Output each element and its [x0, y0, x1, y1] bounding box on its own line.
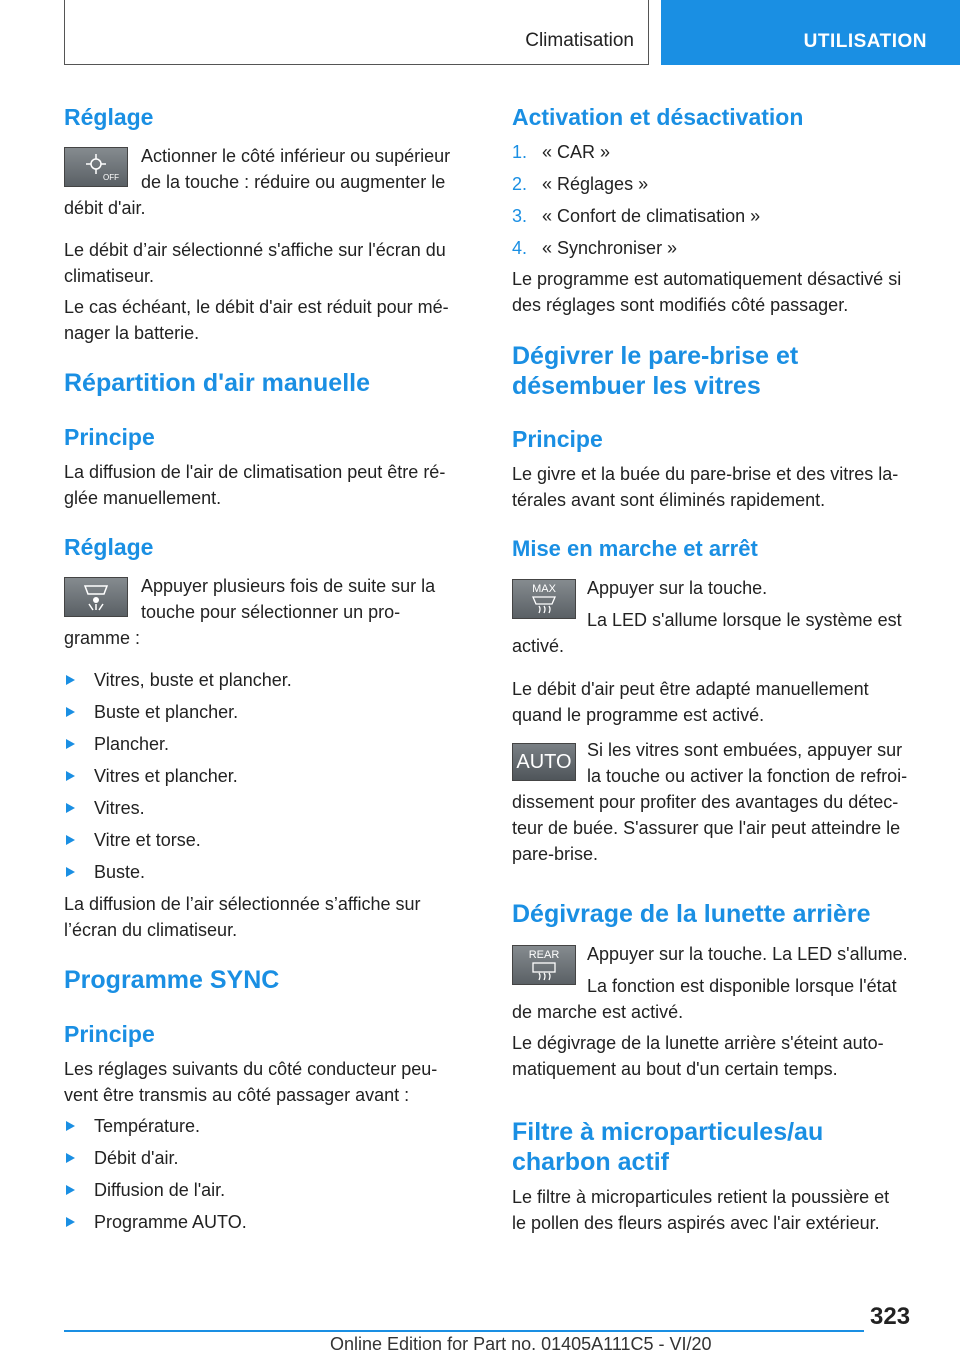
- auto-c: dissement pour profiter des avantages du détec‐: [512, 792, 899, 812]
- max-c: activé.: [512, 636, 565, 656]
- list-item: Buste.: [64, 859, 292, 891]
- triangle-bullet-icon: [66, 707, 75, 717]
- reglage1-text-b: de la touche : réduire ou augmenter le: [141, 172, 446, 192]
- heading-reglage-1: Réglage: [64, 104, 154, 130]
- program-list: [64, 667, 292, 891]
- reglage1-p2b: climatiseur.: [64, 266, 155, 286]
- list-item: Buste et plancher.: [64, 699, 292, 731]
- principe1-a: La diffusion de l'air de climatisation peut être ré‐: [64, 462, 446, 482]
- reglage1-p3a: Le cas échéant, le débit d'air est réduit pour mé‐: [64, 297, 449, 317]
- filtre-a: Le filtre à microparticules retient la poussière et: [512, 1187, 890, 1207]
- heading-reglage-2: Réglage: [64, 534, 154, 560]
- rear-b: La fonction est disponible lorsque l'état: [587, 976, 897, 996]
- svg-text:OFF: OFF: [103, 173, 119, 182]
- rear-a: Appuyer sur la touche. La LED s'allume.: [587, 944, 908, 964]
- triangle-bullet-icon: [66, 867, 75, 877]
- list-item: Diffusion de l'air.: [64, 1177, 247, 1209]
- triangle-bullet-icon: [66, 1217, 75, 1227]
- triangle-bullet-icon: [66, 835, 75, 845]
- list-item: Vitres et plancher.: [64, 763, 292, 795]
- heading-repartition: Répartition d'air manuelle: [64, 369, 371, 397]
- adapt-a: Le débit d'air peut être adapté manuellement: [512, 679, 869, 699]
- triangle-bullet-icon: [66, 675, 75, 685]
- rear-defrost-button-icon: REAR: [512, 945, 576, 985]
- list-item: Vitres.: [64, 795, 292, 827]
- reglage1-text-a: Actionner le côté inférieur ou supérieur: [141, 146, 451, 166]
- reglage1-text-c: débit d'air.: [64, 198, 146, 218]
- heading-filtre-a: Filtre à microparticules/au: [512, 1118, 824, 1146]
- list-item: 3. « Confort de climatisation »: [512, 206, 761, 226]
- heading-marche: Mise en marche et arrêt: [512, 536, 758, 561]
- triangle-bullet-icon: [66, 771, 75, 781]
- rear-p2b: matiquement au bout d'un certain temps.: [512, 1059, 838, 1079]
- principe3-b: térales avant sont éliminés rapidement.: [512, 490, 826, 510]
- principe2-a: Les réglages suivants du côté conducteur peu‐: [64, 1059, 438, 1079]
- list-item: 1. « CAR »: [512, 142, 611, 162]
- reglage2-c: gramme :: [64, 628, 141, 648]
- footer-edition: Online Edition for Part no. 01405A111C5 - VI/20: [330, 1334, 712, 1354]
- heading-lunette: Dégivrage de la lunette arrière: [512, 900, 871, 928]
- steps-list: [512, 139, 760, 267]
- air-distribution-button-icon: [64, 577, 128, 617]
- filtre-b: le pollen des fleurs aspirés avec l'air extérieur.: [512, 1213, 880, 1233]
- fan-off-button-icon: [64, 147, 128, 187]
- auto-b: la touche ou activer la fonction de refroi‐: [587, 766, 908, 786]
- max-a: Appuyer sur la touche.: [587, 578, 768, 598]
- heading-degivrer-a: Dégivrer le pare-brise et: [512, 342, 799, 370]
- header-section-box: [64, 0, 649, 65]
- max-b: La LED s'allume lorsque le système est: [587, 610, 902, 630]
- footer-divider: [64, 1330, 864, 1332]
- adapt-b: quand le programme est activé.: [512, 705, 765, 725]
- list-item: Température.: [64, 1113, 247, 1145]
- auto-e: pare-brise.: [512, 844, 599, 864]
- page-number: 323: [870, 1303, 911, 1330]
- heading-degivrer-b: désembuer les vitres: [512, 372, 761, 400]
- heading-principe-3: Principe: [512, 426, 603, 452]
- heading-filtre-b: charbon actif: [512, 1148, 669, 1176]
- triangle-bullet-icon: [66, 1153, 75, 1163]
- heading-sync: Programme SYNC: [64, 966, 280, 994]
- header-tab-label: UTILISATION: [803, 31, 927, 52]
- principe1-b: glée manuellement.: [64, 488, 222, 508]
- reglage2-a: Appuyer plusieurs fois de suite sur la: [141, 576, 436, 596]
- principe3-a: Le givre et la buée du pare-brise et des vitres la‐: [512, 464, 899, 484]
- list-item: 2. « Réglages »: [512, 174, 649, 194]
- list-item: 4. « Synchroniser »: [512, 238, 678, 258]
- triangle-bullet-icon: [66, 1185, 75, 1195]
- diffusion-a: La diffusion de l’air sélectionnée s’affiche sur: [64, 894, 421, 914]
- list-item: Plancher.: [64, 731, 292, 763]
- list-item: Vitres, buste et plancher.: [64, 667, 292, 699]
- reglage2-b: touche pour sélectionner un pro‐: [141, 602, 401, 622]
- triangle-bullet-icon: [66, 1121, 75, 1131]
- diffusion-b: l’écran du climatiseur.: [64, 920, 238, 940]
- auto-a: Si les vitres sont embuées, appuyer sur: [587, 740, 903, 760]
- header-tab-box: [661, 0, 960, 65]
- triangle-bullet-icon: [66, 739, 75, 749]
- auto-d: teur de buée. S'assurer que l'air peut atteindre le: [512, 818, 901, 838]
- auto-button-icon: AUTO: [512, 743, 576, 781]
- heading-principe-1: Principe: [64, 424, 155, 450]
- rear-p2a: Le dégivrage de la lunette arrière s'éteint auto‐: [512, 1033, 884, 1053]
- list-item: Programme AUTO.: [64, 1209, 247, 1241]
- list-item: Vitre et torse.: [64, 827, 292, 859]
- heading-activation: Activation et désactivation: [512, 104, 804, 130]
- heading-principe-2: Principe: [64, 1021, 155, 1047]
- list-item: Débit d'air.: [64, 1145, 247, 1177]
- auto-off-b: des réglages sont modifiés côté passager.: [512, 295, 849, 315]
- header-section-title: Climatisation: [525, 30, 634, 51]
- auto-off-a: Le programme est automatiquement désactivé si: [512, 269, 902, 289]
- principe2-b: vent être transmis au côté passager avant :: [64, 1085, 410, 1105]
- sync-list: [64, 1113, 247, 1241]
- max-defrost-button-icon: MAX: [512, 579, 576, 619]
- triangle-bullet-icon: [66, 803, 75, 813]
- rear-c: de marche est activé.: [512, 1002, 684, 1022]
- reglage1-p3b: nager la batterie.: [64, 323, 200, 343]
- reglage1-p2a: Le débit d’air sélectionné s'affiche sur l'écran du: [64, 240, 446, 260]
